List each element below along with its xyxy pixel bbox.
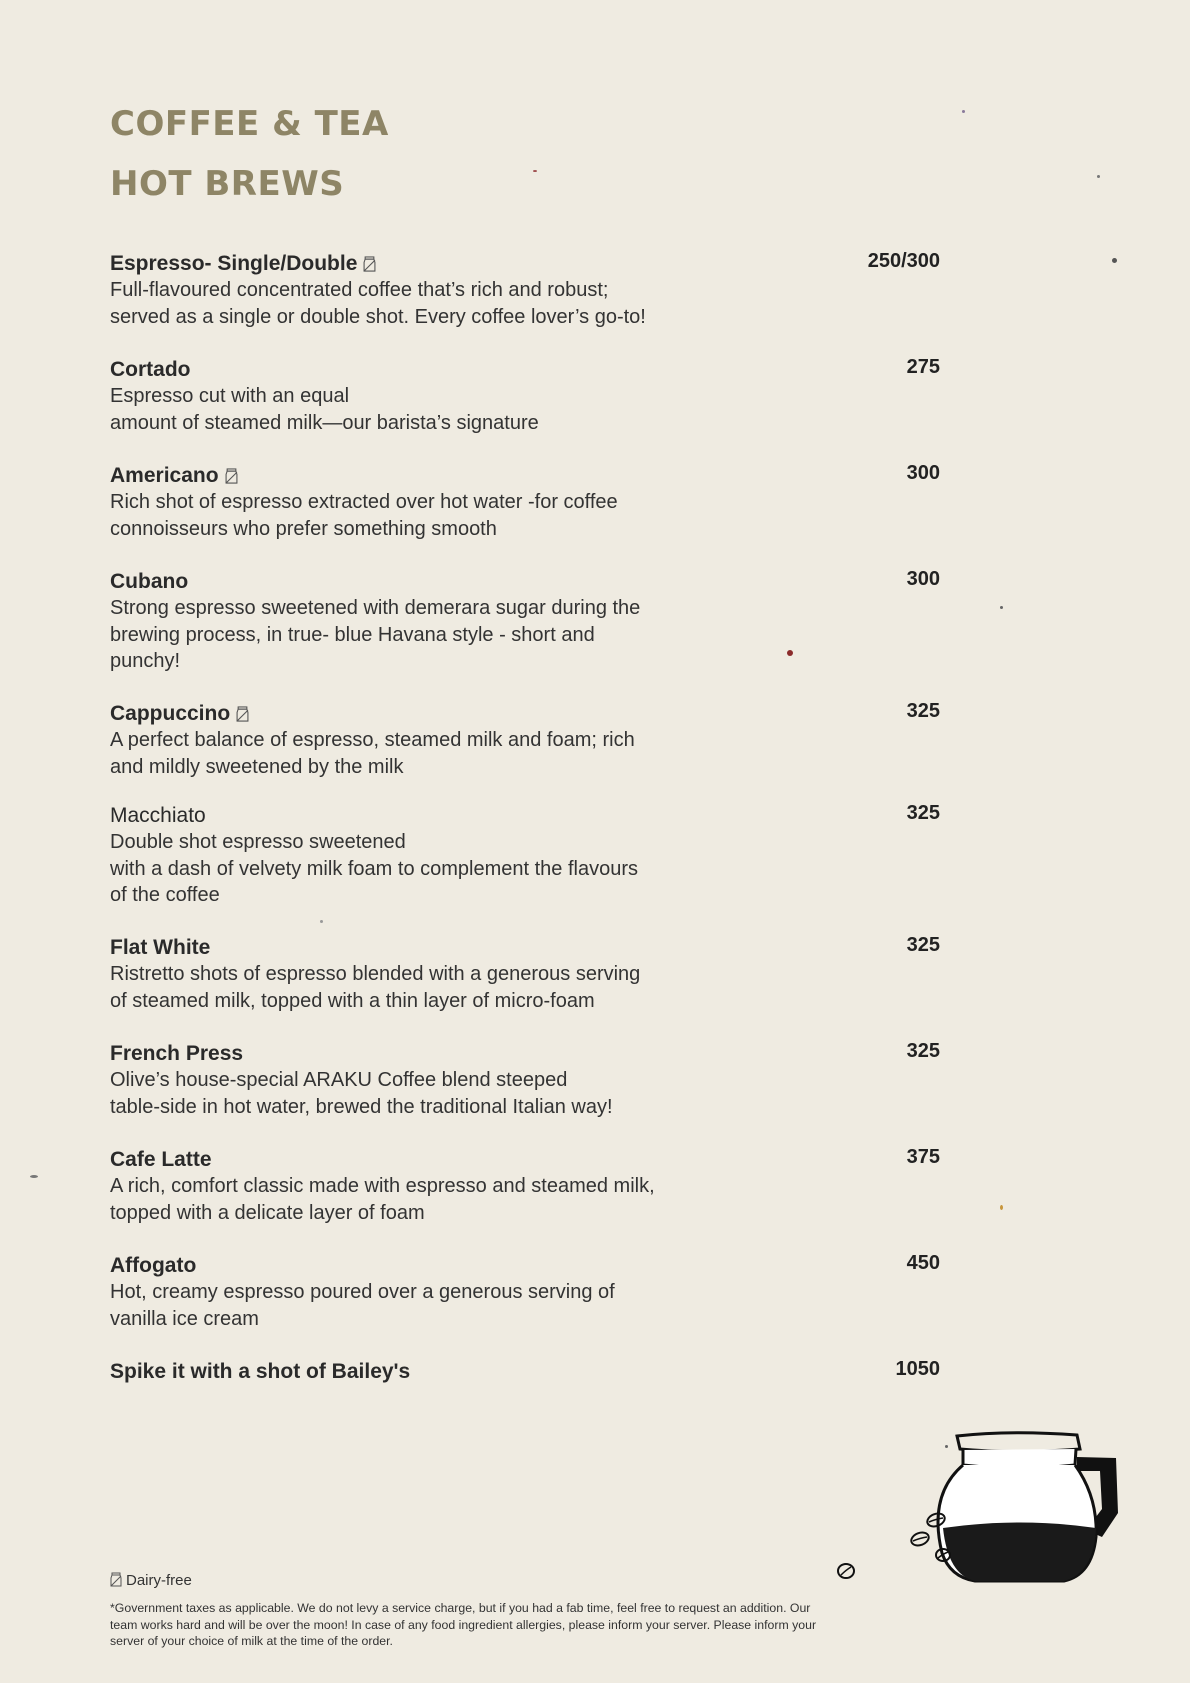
dairy-free-icon <box>363 255 376 273</box>
description-line: of steamed milk, topped with a thin layer of micro-foam <box>110 989 595 1012</box>
description-line: Double shot espresso sweetened <box>110 831 406 853</box>
menu-item <box>110 700 940 780</box>
footer-disclaimer: *Government taxes as applicable. We do not levy a service charge, but if you had a fab time, feel free to request an addition. Our team works hard and will be over the moon! In case of any food ingredient allergies, please inform your server. Please inform your server of your choice of milk at the time of the order. <box>110 1601 817 1648</box>
menu-item-description <box>110 1067 730 1120</box>
menu-item-description <box>110 383 730 436</box>
menu-item <box>110 1252 940 1332</box>
description-line: table-side in hot water, brewed the traditional Italian way! <box>110 1095 613 1118</box>
description-line: connoisseurs who prefer something smooth <box>110 517 497 540</box>
dairy-free-icon <box>236 705 249 723</box>
menu-item <box>110 1040 940 1120</box>
description-line: Ristretto shots of espresso blended with a generous serving <box>110 963 641 985</box>
description-line: A perfect balance of espresso, steamed milk and foam; rich <box>110 729 635 751</box>
description-line: of the coffee <box>110 884 220 906</box>
description-line: and mildly sweetened by the milk <box>110 755 404 778</box>
description-line: punchy! <box>110 650 181 672</box>
menu-item-description <box>110 829 730 909</box>
dairy-free-label: Dairy-free <box>126 1572 192 1589</box>
menu-item-price: 1050 <box>895 1358 940 1380</box>
menu-item <box>110 250 940 330</box>
menu-item-name: French Press <box>110 1042 244 1065</box>
dairy-free-icon <box>225 467 238 485</box>
section-heading-coffee-tea: COFFEE & TEA <box>110 104 389 144</box>
menu-item-name: Spike it with a shot of Bailey's <box>110 1360 411 1383</box>
menu-item <box>110 1146 940 1226</box>
menu-item-description <box>110 277 730 330</box>
description-line: with a dash of velvety milk foam to complement the flavours <box>110 857 639 880</box>
menu-item-price: 325 <box>906 1040 940 1062</box>
menu-item-price: 300 <box>906 568 940 590</box>
menu-item-description <box>110 1173 730 1226</box>
menu-item-price: 325 <box>906 934 940 956</box>
menu-item <box>110 568 940 675</box>
menu-item-price: 300 <box>906 462 940 484</box>
menu-item-description <box>110 489 730 542</box>
menu-item-description <box>110 1279 730 1332</box>
menu-item-name: Macchiato <box>110 804 206 827</box>
menu-item-name: Cubano <box>110 570 189 593</box>
menu-item-price: 275 <box>906 356 940 378</box>
menu-item-description <box>110 595 730 675</box>
description-line: Hot, creamy espresso poured over a generous serving of <box>110 1281 615 1303</box>
menu-item-price: 250/300 <box>867 250 940 272</box>
menu-item <box>110 934 940 1014</box>
dairy-free-legend <box>110 1572 192 1589</box>
menu-item-price: 325 <box>906 700 940 722</box>
description-line: brewing process, in true- blue Havana style - short and <box>110 623 595 646</box>
description-line: topped with a delicate layer of foam <box>110 1201 425 1224</box>
menu-item <box>110 802 940 909</box>
description-line: Strong espresso sweetened with demerara sugar during the <box>110 597 641 619</box>
section-heading-hot-brews: HOT BREWS <box>110 164 345 204</box>
menu-item-price: 375 <box>906 1146 940 1168</box>
menu-item-name: Espresso- Single/Double <box>110 250 940 277</box>
description-line: amount of steamed milk—our barista’s signature <box>110 411 539 434</box>
menu-item-price: 450 <box>906 1252 940 1274</box>
menu-item-description <box>110 727 730 780</box>
dairy-free-icon <box>110 1572 122 1587</box>
menu-item <box>110 462 940 542</box>
description-line: Rich shot of espresso extracted over hot water -for coffee <box>110 491 618 513</box>
menu-item <box>110 1358 940 1385</box>
menu-item-name: Americano <box>110 462 940 489</box>
description-line: vanilla ice cream <box>110 1307 259 1330</box>
menu-item-description <box>110 961 730 1014</box>
menu-item-name: Cortado <box>110 358 191 381</box>
menu-item-price: 325 <box>906 802 940 824</box>
coffee-pot-illustration <box>830 1425 1130 1600</box>
description-line: Full-flavoured concentrated coffee that’s rich and robust; <box>110 279 609 301</box>
description-line: A rich, comfort classic made with espresso and steamed milk, <box>110 1175 655 1197</box>
menu-item <box>110 356 940 436</box>
menu-item-name: Cappuccino <box>110 700 940 727</box>
menu-item-name: Flat White <box>110 936 211 959</box>
description-line: Olive’s house-special ARAKU Coffee blend steeped <box>110 1069 568 1091</box>
menu-item-name: Affogato <box>110 1254 197 1277</box>
description-line: served as a single or double shot. Every coffee lover’s go-to! <box>110 305 646 328</box>
description-line: Espresso cut with an equal <box>110 385 350 407</box>
menu-item-name: Cafe Latte <box>110 1148 212 1171</box>
